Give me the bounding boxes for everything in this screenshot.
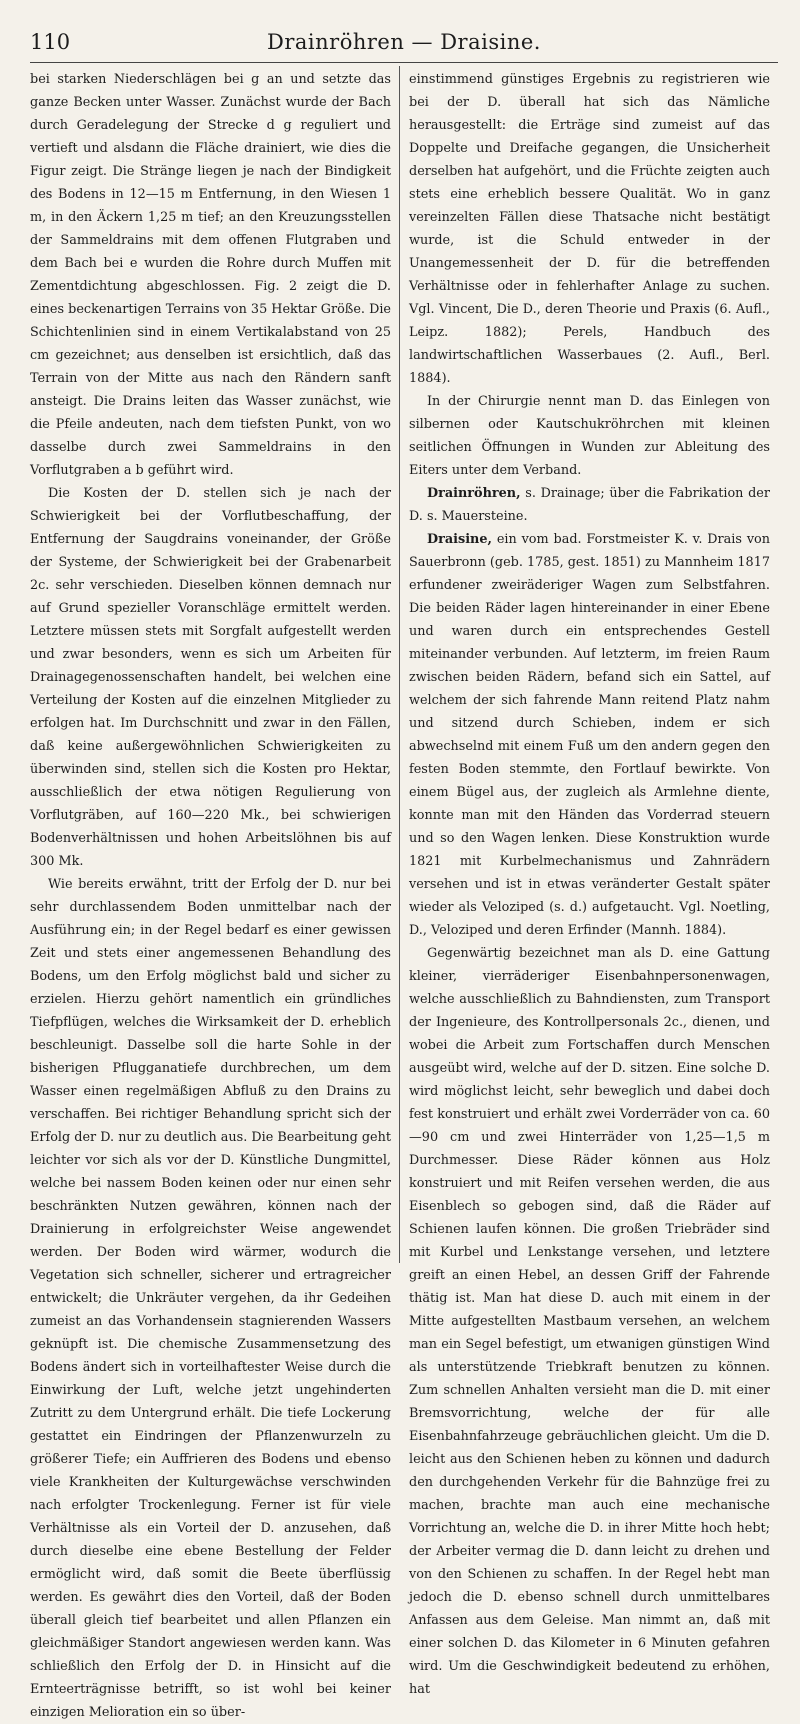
right-column <box>409 68 770 1697</box>
page-header <box>30 30 778 60</box>
paragraph-continuation: einstimmend günstiges Ergebnis zu registrieren wie bei der D. überall hat sich das Nämliche herausgestellt: die Erträge sind zumeist auf das Doppelte und Dreifache gegangen, die Unsicherheit derselben hat aufgehört, und die Früchte zeigten auch stets eine erheblich bessere Qualität. Wo in ganz vereinzelten Fällen diese Thatsache nicht bestätigt wurde, ist die Schuld entweder in der Unangemessenheit der D. für die betreffenden Verhältnisse oder in fehlerhafter Anlage zu suchen. Vgl. Vincent, Die D., deren Theorie und Praxis (6. Aufl., Leipz. 1882); Perels, Handbuch des landwirtschaftlichen Wasserbaues (2. Aufl., Berl. 1884). <box>409 72 770 386</box>
page-number: 110 <box>30 30 71 54</box>
left-column <box>30 68 391 1720</box>
entry-drainroehren-text: s. Drainage; über die Fabrikation der D. s. Mauersteine. <box>409 486 770 524</box>
column-divider <box>399 66 400 1263</box>
paragraph-success: Wie bereits erwähnt, tritt der Erfolg der D. nur bei sehr durchlassendem Boden unmittelbar nach der Ausführung ein; in der Regel bedarf es einer gewissen Zeit und stets einer angemessenen Behandlung des Bodens, um den Erfolg möglichst bald und sicher zu erzielen. Hierzu gehört namentlich ein gründliches Tiefpflügen, welches die Wirksamkeit der D. erheblich beschleunigt. Dasselbe soll die harte Sohle in der bisherigen Pflugganatiefe durchbrechen, um dem Wasser einen regelmäßigen Abfluß zu den Drains zu verschaffen. Bei richtiger Behandlung spricht sich der Erfolg der D. nur zu deutlich aus. Die Bearbeitung geht leichter vor sich als vor der D. Künstliche Dungmittel, welche bei nassem Boden keinen oder nur einen sehr beschränkten Nutzen gewähren, können nach der Drainierung in erfolgreichster Weise angewendet werden. Der Boden wird wärmer, wodurch die Vegetation sich schneller, sicherer und ertragreicher entwickelt; die Unkräuter vergehen, da ihr Gedeihen zumeist an das Vorhandensein stagnierenden Wassers geknüpft ist. Die chemische Zusammensetzung des Bodens ändert sich in vorteilhaftester Weise durch die Einwirkung der Luft, welche jetzt ungehinderten Zutritt zu dem Untergrund erhält. Die tiefe Lockerung gestattet ein Eindringen der Pflanzenwurzeln zu größerer Tiefe; ein Auffrieren des Bodens und ebenso viele Krankheiten der Kulturgewächse verschwinden nach erfolgter Trockenlegung. Ferner ist für viele Verhältnisse als ein Vorteil der D. anzusehen, daß durch dieselbe eine ebene Bestellung der Felder ermöglicht wird, daß somit die Beete überflüssig werden. Es gewährt dies den Vorteil, daß der Boden überall gleich tief bearbeitet und allen Pflanzen ein gleichmäßiger Standort angewiesen werden kann. Was schließlich den Erfolg der D. in Hinsicht auf die Ernteerträgnisse betrifft, so ist wohl bei keiner einzigen Melioration ein so über- <box>30 877 391 1720</box>
running-title: Drainröhren — Draisine. <box>267 30 541 54</box>
headword-drainroehren: Drainröhren, <box>427 486 521 501</box>
entry-drainroehren <box>409 482 770 528</box>
entry-draisine-text: ein vom bad. Forstmeister K. v. Drais von Sauerbronn (geb. 1785, gest. 1851) zu Mannheim 1817 erfundener zweiräderiger Wagen zum Selbstfahren. Die beiden Räder lagen hintereinander in einer Ebene und waren durch ein entsprechendes Gestell miteinander verbunden. Auf letzterm, im freien Raum zwischen beiden Rädern, befand sich ein Sattel, auf welchem der sich fahrende Mann reitend Platz nahm und sitzend durch Schieben, indem er sich abwechselnd mit einem Fuß um den andern gegen den festen Boden stemmte, den Fortlauf bewirkte. Von einem Bügel aus, der zugleich als Armlehne diente, konnte man mit den Händen das Vorderrad steuern und so den Wagen lenken. Diese Konstruktion wurde 1821 mit Kurbelmechanismus und Zahnrädern versehen und ist in etwas veränderter Gestalt später wieder als Veloziped (s. d.) aufgetaucht. Vgl. Noetling, D., Veloziped und deren Erfinder (Mannh. 1884). <box>409 532 770 938</box>
paragraph-present-day: Gegenwärtig bezeichnet man als D. eine Gattung kleiner, vierräderiger Eisenbahnpersonenwagen, welche ausschließlich zu Bahndiensten, zum Transport der Ingenieure, des Kontrollpersonals 2c., dienen, und wobei die Arbeit zum Fortschaffen durch Menschen ausgeübt wird, welche auf der D. sitzen. Eine solche D. wird möglichst leicht, sehr beweglich und dabei doch fest konstruiert und erhält zwei Vorderräder von ca. 60—90 cm und zwei Hinterräder von 1,25—1,5 m Durchmesser. Diese Räder können aus Holz konstruiert und mit Reifen versehen werden, die aus Eisenblech so gebogen sind, daß die Räder auf Schienen laufen können. Die großen Triebräder sind mit Kurbel und Lenkstange versehen, und letztere greift an einen Hebel, an dessen Griff der Fahrende thätig ist. Man hat diese D. auch mit einem in der Mitte aufgestellten Mastbaum versehen, an welchem man ein Segel befestigt, um etwanigen günstigen Wind als unterstützende Triebkraft benutzen zu können. Zum schnellen Anhalten versieht man die D. mit einer Bremsvorrichtung, welche der für alle Eisenbahnfahrzeuge gebräuchlichen gleicht. Um die D. leicht aus den Schienen heben zu können und dadurch den durchgehenden Verkehr für die Bahnzüge frei zu machen, brachte man auch eine mechanische Vorrichtung an, welche die D. in ihrer Mitte hoch hebt; der Arbeiter vermag die D. dann leicht zu drehen und von den Schienen zu schaffen. In der Regel hebt man jedoch die D. ebenso schnell durch unmittelbares Anfassen aus dem Geleise. Man nimmt an, daß mit einer solchen D. das Kilometer in 6 Minuten gefahren wird. Um die Geschwindigkeit bedeutend zu erhöhen, hat <box>409 946 770 1697</box>
header-rule <box>30 62 778 63</box>
entry-draisine <box>409 528 770 942</box>
paragraph-surgery: In der Chirurgie nennt man D. das Einlegen von silbernen oder Kautschukröhrchen mit kleinen seitlichen Öffnungen in Wunden zur Ableitung des Eiters unter dem Verband. <box>409 394 770 478</box>
paragraph-drainage-example: bei starken Niederschlägen bei g an und setzte das ganze Becken unter Wasser. Zunächst wurde der Bach durch Geradelegung der Strecke d g reguliert und vertieft und alsdann die Fläche drainiert, wie dies die Figur zeigt. Die Stränge liegen je nach der Bindigkeit des Bodens in 12—15 m Entfernung, in den Wiesen 1 m, in den Äckern 1,25 m tief; an den Kreuzungsstellen der Sammeldrains mit dem offenen Flutgraben und dem Bach bei e wurden die Rohre durch Muffen mit Zementdichtung abgeschlossen. Fig. 2 zeigt die D. eines beckenartigen Terrains von 35 Hektar Größe. Die Schichtenlinien sind in einem Vertikalabstand von 25 cm gezeichnet; aus denselben ist ersichtlich, daß das Terrain von der Mitte aus nach den Rändern sanft ansteigt. Die Drains leiten das Wasser zunächst, wie die Pfeile andeuten, nach dem tiefsten Punkt, von wo dasselbe durch zwei Sammeldrains in den Vorflutgraben a b geführt wird. <box>30 72 391 478</box>
headword-draisine: Draisine, <box>427 532 492 547</box>
paragraph-costs: Die Kosten der D. stellen sich je nach der Schwierigkeit bei der Vorflutbeschaffung, der Entfernung der Saugdrains voneinander, der Größe der Systeme, der Schwierigkeit bei der Grabenarbeit 2c. sehr verschieden. Dieselben können demnach nur auf Grund spezieller Voranschläge ermittelt werden. Letztere müssen stets mit Sorgfalt aufgestellt werden und zwar besonders, wenn es sich um Arbeiten für Drainagegenossenschaften handelt, bei welchen eine Verteilung der Kosten auf die einzelnen Mitglieder zu erfolgen hat. Im Durchschnitt und zwar in den Fällen, daß keine außergewöhnlichen Schwierigkeiten zu überwinden sind, stellen sich die Kosten pro Hektar, ausschließlich der etwa nötigen Regulierung von Vorflutgräben, auf 160—220 Mk., bei schwierigen Bodenverhältnissen und hohen Arbeitslöhnen bis auf 300 Mk. <box>30 486 391 869</box>
